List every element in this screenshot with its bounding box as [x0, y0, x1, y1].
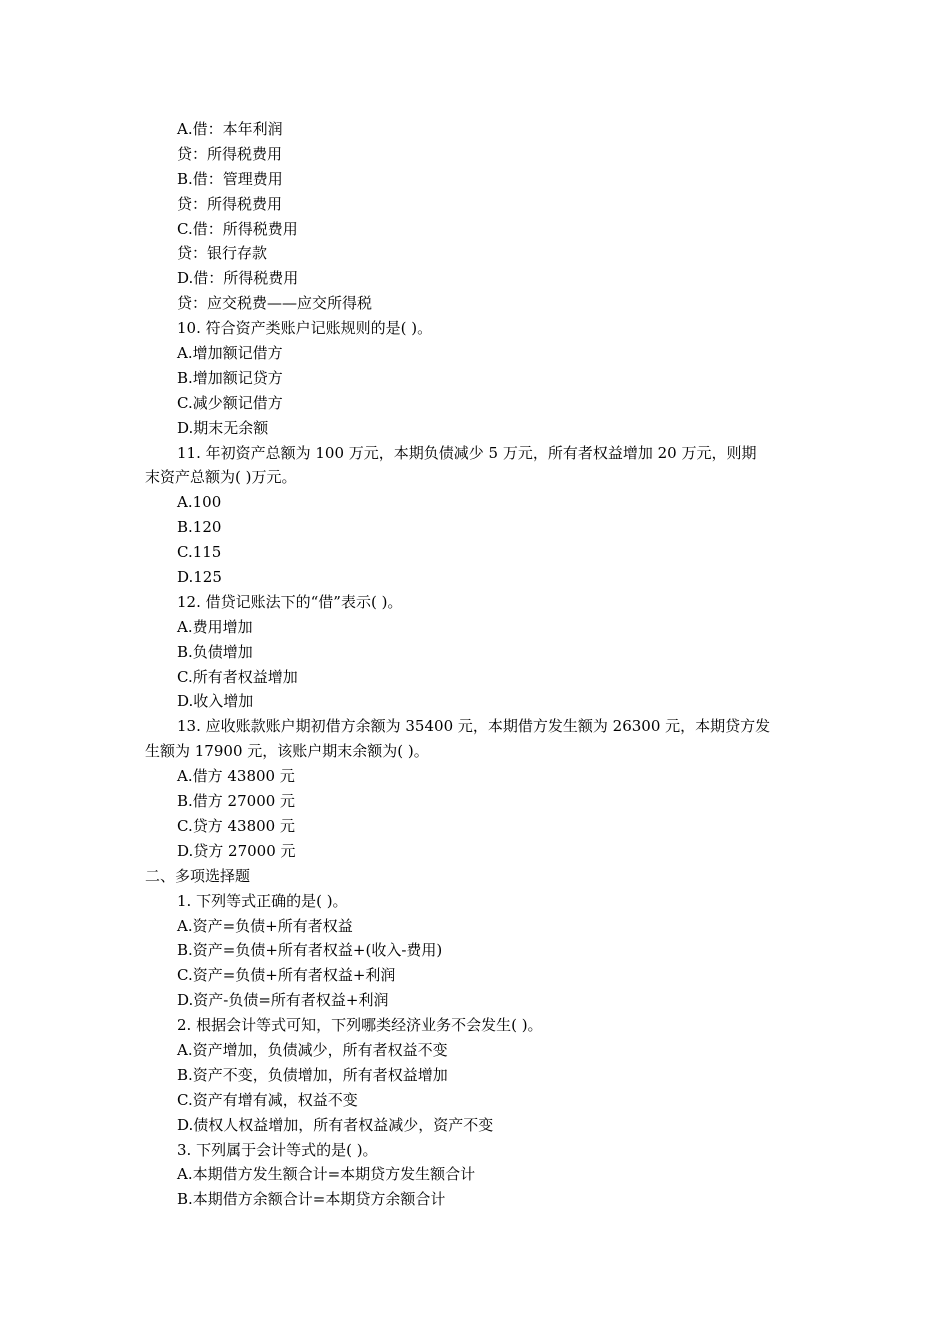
text-line: 10. 符合资产类账户记账规则的是( )。: [177, 319, 433, 338]
text-line: 2. 根据会计等式可知，下列哪类经济业务不会发生( )。: [177, 1016, 543, 1035]
text-line: 13. 应收账款账户期初借方余额为 35400 元，本期借方发生额为 26300 元，本期贷方发: [177, 717, 771, 736]
text-line: D.贷方 27000 元: [177, 841, 296, 860]
text-line: 1. 下列等式正确的是( )。: [177, 891, 348, 910]
text-line: 11. 年初资产总额为 100 万元，本期负债减少 5 万元，所有者权益增加 20 万元，则期: [177, 443, 757, 462]
text-line: C.贷方 43800 元: [177, 816, 295, 835]
text-line: A.资产=负债+所有者权益: [177, 916, 353, 935]
text-line: B.本期借方余额合计=本期贷方余额合计: [177, 1190, 446, 1209]
text-line: B.增加额记贷方: [177, 368, 283, 387]
text-line: A.借方 43800 元: [177, 767, 295, 786]
text-line: A.100: [177, 493, 222, 512]
text-line: D.资产-负债=所有者权益+利润: [177, 991, 389, 1010]
text-line: D.收入增加: [177, 692, 254, 711]
text-line: B.资产不变，负债增加，所有者权益增加: [177, 1065, 448, 1084]
text-line: B.借方 27000 元: [177, 792, 296, 811]
text-line: B.借：管理费用: [177, 169, 283, 188]
document-page: [0, 117, 950, 1212]
text-line: 贷：所得税费用: [177, 194, 283, 213]
text-line-flush: 生额为 17900 元，该账户期末余额为( )。: [145, 742, 429, 761]
text-line: C.资产有增有减，权益不变: [177, 1090, 358, 1109]
text-line: 3. 下列属于会计等式的是( )。: [177, 1140, 378, 1159]
text-line: 12. 借贷记账法下的“借”表示( )。: [177, 592, 403, 611]
text-line: D.借：所得税费用: [177, 269, 299, 288]
text-line: C.115: [177, 543, 222, 562]
text-line: B.资产=负债+所有者权益+(收入-费用): [177, 941, 443, 960]
text-line-flush: 末资产总额为( )万元。: [145, 468, 297, 487]
text-line: 贷：应交税费——应交所得税: [177, 294, 373, 313]
text-line: 贷：银行存款: [177, 244, 268, 263]
text-line: C.减少额记借方: [177, 393, 283, 412]
text-line: A.本期借方发生额合计=本期贷方发生额合计: [177, 1165, 476, 1184]
text-line: B.负债增加: [177, 642, 253, 661]
text-line: 贷：所得税费用: [177, 144, 283, 163]
text-line: A.增加额记借方: [177, 344, 283, 363]
text-line: C.资产=负债+所有者权益+利润: [177, 966, 396, 985]
text-line: D.债权人权益增加，所有者权益减少，资产不变: [177, 1115, 494, 1134]
text-line: D.期末无余额: [177, 418, 269, 437]
text-line-flush: 二、多项选择题: [145, 866, 251, 885]
text-line: A.借：本年利润: [177, 120, 283, 138]
text-line: B.120: [177, 518, 222, 537]
text-line: D.125: [177, 568, 222, 587]
text-line: C.借：所得税费用: [177, 219, 298, 238]
text-line: A.资产增加，负债减少，所有者权益不变: [177, 1040, 448, 1059]
text-line: A.费用增加: [177, 617, 253, 636]
text-line: C.所有者权益增加: [177, 667, 298, 686]
